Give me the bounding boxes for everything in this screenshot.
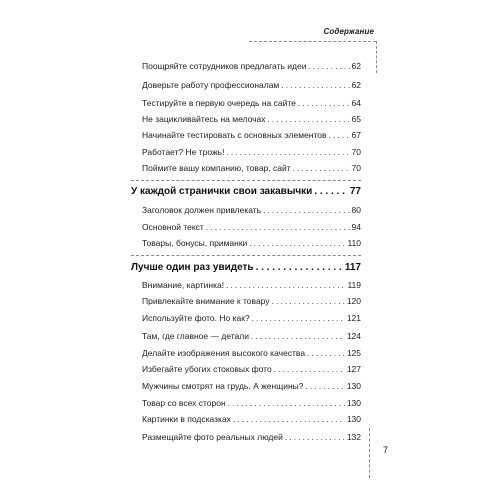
toc-entry[interactable]	[142, 280, 361, 290]
toc-leader-dots	[293, 164, 350, 173]
toc-entry-page: 94	[351, 222, 361, 232]
page-number: 7	[383, 445, 389, 455]
toc-leader-dots	[307, 349, 345, 358]
toc-entry-title: Основной текст	[142, 222, 204, 232]
toc-leader-dots	[226, 281, 345, 290]
toc-leader-dots	[281, 81, 349, 90]
toc-entry-title: Картинки в подсказках	[142, 414, 231, 424]
toc-entry-title: Доверьте работу профессионалам	[142, 80, 280, 90]
toc-entry[interactable]	[142, 331, 361, 341]
toc-entry-page: 127	[346, 364, 361, 374]
toc-leader-dots	[308, 62, 349, 71]
toc-entry-title: Поймите вашу компанию, товар, сайт	[142, 163, 291, 173]
toc-leader-dots	[226, 148, 349, 157]
toc-leader-dots	[228, 399, 345, 408]
toc-entry-title: Делайте изображения высокого качества	[142, 348, 306, 358]
toc-entry-page: 64	[351, 98, 361, 108]
toc-chapter-title: Лучше один раз увидеть	[131, 262, 254, 273]
toc-leader-dots	[305, 382, 344, 391]
toc-entry-page: 119	[347, 280, 361, 290]
toc-entry-title: Не зацикливайтесь на мелочах	[142, 114, 266, 124]
toc-entry[interactable]	[142, 147, 361, 157]
toc-leader-dots	[256, 262, 343, 273]
toc-entry-page: 125	[346, 348, 361, 358]
toc-leader-dots	[206, 223, 350, 232]
toc-entry-title: Товар со всех сторон	[142, 398, 226, 408]
header-dashed-vertical-rule	[376, 41, 377, 73]
toc-entry[interactable]	[142, 364, 361, 374]
footer-dashed-vertical-rule	[369, 428, 370, 478]
toc-entry[interactable]	[142, 432, 361, 442]
toc-leader-dots	[329, 131, 350, 140]
toc-entry-page: 130	[346, 414, 361, 424]
toc-entry-title: Поощряйте сотрудников предлагать идеи	[142, 61, 307, 71]
toc-entry[interactable]	[142, 398, 361, 408]
toc-entry-page: 130	[346, 398, 361, 408]
section-divider	[131, 180, 361, 181]
toc-entry-page: 70	[351, 163, 361, 173]
toc-entry-title: Привлекайте внимание к товару	[142, 296, 270, 306]
toc-entry-title: Заголовок должен привлекать	[142, 205, 262, 215]
toc-leader-dots	[274, 365, 345, 374]
toc-leader-dots	[298, 99, 350, 108]
toc-entry[interactable]	[142, 381, 361, 391]
toc-entry-title: Там, где главное — детали	[142, 331, 249, 341]
toc-leader-dots	[272, 297, 345, 306]
toc-chapter-title: У каждой странички свои закавычки	[131, 186, 313, 197]
toc-entry[interactable]	[142, 238, 361, 248]
toc-entry-page: 80	[351, 205, 361, 215]
toc-entry-page: 130	[346, 381, 361, 391]
toc-entry-title: Товары, бонусы, приманки	[142, 238, 248, 248]
toc-entry[interactable]	[142, 114, 361, 124]
toc-entry-page: 70	[351, 147, 361, 157]
toc-entry[interactable]	[142, 414, 361, 424]
toc-entry-title: Начинайте тестировать с основных элементов	[142, 130, 327, 140]
toc-chapter-page: 77	[349, 186, 361, 197]
toc-entry-page: 65	[351, 114, 361, 124]
toc-entry-page: 62	[351, 61, 361, 71]
toc-entry-page: 124	[346, 331, 361, 341]
header-dashed-rule	[249, 41, 376, 42]
toc-entry-page: 110	[347, 238, 361, 248]
toc-entry[interactable]	[142, 348, 361, 358]
toc-chapter-page: 117	[344, 262, 361, 273]
toc-entry-title: Работает? Не трожь!	[142, 147, 225, 157]
toc-entry-page: 120	[346, 296, 361, 306]
toc-chapter-entry[interactable]	[131, 186, 361, 197]
toc-leader-dots	[249, 239, 345, 248]
toc-chapter-entry[interactable]	[131, 262, 361, 273]
toc-entry-title: Используйте фото. Но как?	[142, 313, 250, 323]
toc-entry-page: 62	[351, 80, 361, 90]
toc-entry[interactable]	[142, 205, 361, 215]
toc-entry-title: Избегайте убогих стоковых фото	[142, 364, 272, 374]
running-header-title: Содержание	[323, 27, 374, 36]
toc-entry[interactable]	[142, 130, 361, 140]
toc-entry-title: Размещайте фото реальных людей	[142, 432, 283, 442]
toc-entry-title: Внимание, картинка!	[142, 280, 225, 290]
toc-entry[interactable]	[142, 98, 361, 108]
toc-entry-title: Тестируйте в первую очередь на сайте	[142, 98, 296, 108]
toc-leader-dots	[285, 433, 345, 442]
toc-leader-dots	[314, 186, 348, 197]
toc-entry[interactable]	[142, 163, 361, 173]
toc-entry[interactable]	[142, 61, 361, 71]
toc-entry[interactable]	[142, 313, 361, 323]
toc-entry-page: 132	[346, 432, 361, 442]
toc-entry-title: Мужчины смотрят на грудь. А женщины?	[142, 381, 304, 391]
toc-entry[interactable]	[142, 296, 361, 306]
toc-entry-page: 121	[346, 313, 361, 323]
toc-leader-dots	[233, 415, 345, 424]
toc-leader-dots	[251, 332, 345, 341]
toc-entry-page: 67	[351, 130, 361, 140]
toc-entry[interactable]	[142, 222, 361, 232]
toc-leader-dots	[252, 314, 345, 323]
toc-entry[interactable]	[142, 80, 361, 90]
toc-leader-dots	[263, 206, 349, 215]
section-divider	[131, 255, 361, 256]
toc-leader-dots	[268, 115, 350, 124]
